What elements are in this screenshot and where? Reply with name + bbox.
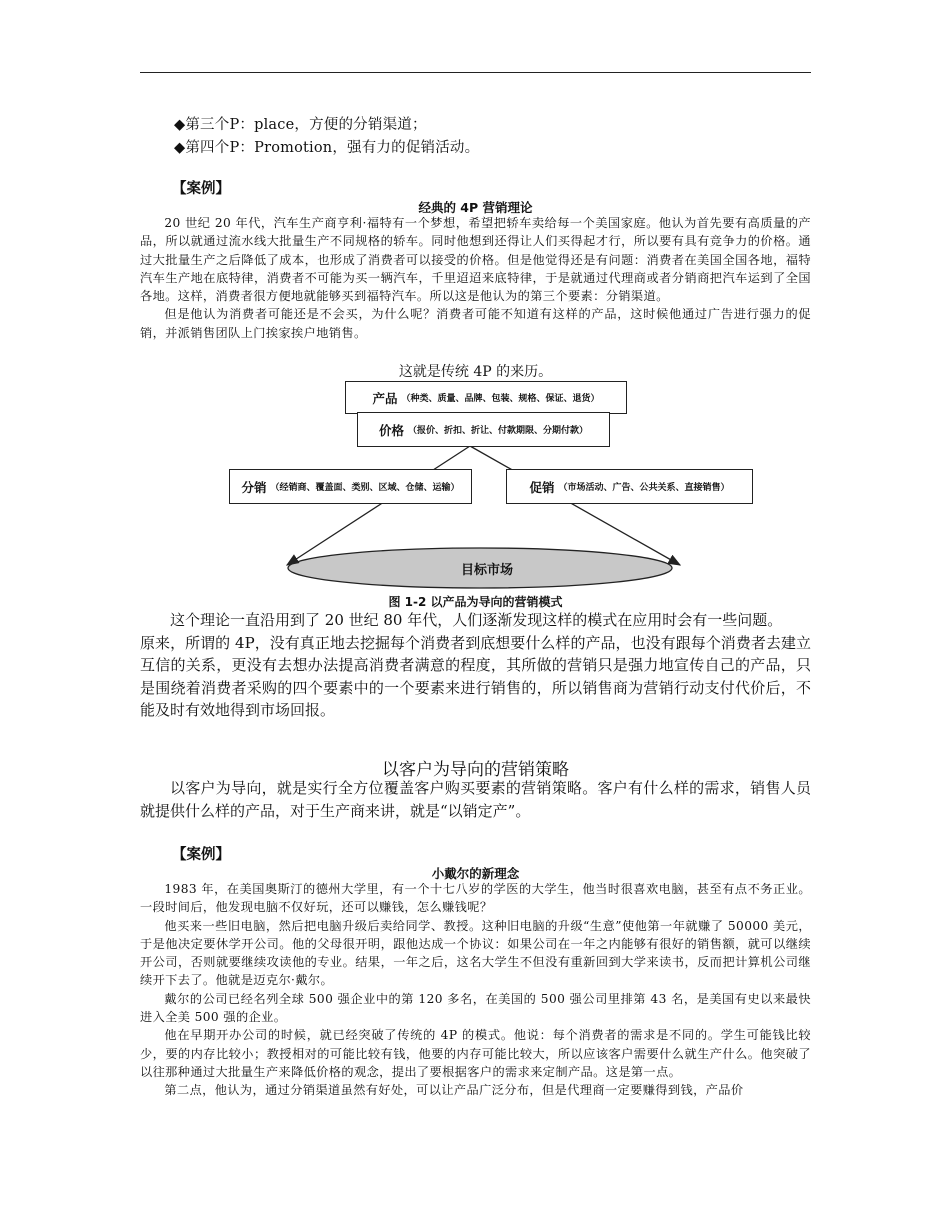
bullet-promotion: ◆第四个P：Promotion，强有力的促销活动。 (174, 140, 480, 156)
price-box (357, 412, 610, 447)
section-paragraph: 以客户为导向，就是实行全方位覆盖客户购买要素的营销策略。客户有什么样的需求，销售人员就提供什么样的产品，对于生产商来讲，就是“以销定产”。 (140, 779, 811, 820)
price-label: 价格 (378, 422, 404, 438)
case-paragraph: 他买来一些旧电脑，然后把电脑升级后卖给同学、教授。这种旧电脑的升级“生意”使他第一年就赚了 50000 美元，于是他决定要休学开公司。他的父母很开明，跟他达成一个协议：如果公司在一年之内能够有很好的销售额，就可以继续开公司，否则就要继续攻读他的专业。结果，一年之后，这名大学生不但没有重新回到大学来读书，反而把计算机公司继续开下去了。他就是迈克尔·戴尔。 (140, 918, 811, 988)
section-heading: 以客户为导向的营销策略 (382, 760, 569, 780)
figure-caption: 图 1-2 以产品为导向的营销模式 (388, 595, 563, 609)
case-body (140, 880, 811, 1100)
case-title: 经典的 4P 营销理论 (418, 200, 533, 215)
product-box (345, 381, 627, 414)
promotion-sub: （市场活动、广告、公共关系、直接销售） (558, 483, 730, 493)
diagram-lead: 这就是传统 4P 的来历。 (398, 364, 553, 380)
case-label: 【案例】 (172, 181, 230, 197)
section-text (140, 777, 811, 822)
place-sub: （经销商、覆盖面、类别、区域、仓储、运输） (270, 483, 460, 493)
target-market-label: 目标市场 (460, 562, 513, 578)
case-paragraph: 1983 年，在美国奥斯汀的德州大学里，有一个十七八岁的学医的大学生，他当时很喜欢电脑，甚至有点不务正业。一段时间后，他发现电脑不仅好玩，还可以赚钱，怎么赚钱呢？ (140, 882, 811, 915)
place-label: 分销 (241, 479, 267, 495)
case-label: 【案例】 (172, 847, 230, 863)
bullet-place: ◆第三个P：place，方便的分销渠道； (174, 117, 427, 133)
promotion-label: 促销 (529, 479, 555, 495)
analysis-text (140, 609, 811, 722)
case-paragraph: 他在早期开办公司的时候，就已经突破了传统的 4P 的模式。他说：每个消费者的需求是不同的。学生可能钱比较少，要的内存比较小；教授相对的可能比较有钱，他要的内存可能比较大，所以应该客户需要什么就生产什么。他突破了以往那种通过大批量生产来降低价格的观念，提出了要根据客户的需求来定制产品。这是第一点。 (140, 1028, 811, 1079)
place-box (229, 469, 472, 504)
case-paragraph: 戴尔的公司已经名列全球 500 强企业中的第 120 多名，在美国的 500 强公司里排第 43 名，是美国有史以来最快进入全美 500 强的企业。 (140, 991, 811, 1025)
promotion-box (506, 469, 753, 504)
case-paragraph: 但是他认为消费者可能还是不会买，为什么呢？消费者可能不知道有这样的产品，这时候他通过广告进行强力的促销，并派销售团队上门挨家挨户地销售。 (140, 307, 811, 340)
product-label: 产品 (372, 390, 398, 406)
case-paragraph: 第二点，他认为，通过分销渠道虽然有好处，可以让产品广泛分布，但是代理商一定要赚得到钱，产品价 (164, 1083, 744, 1098)
analysis-paragraph: 原来，所谓的 4P，没有真正地去挖掘每个消费者到底想要什么样的产品，也没有跟每个消费者去建立互信的关系，更没有去想办法提高消费者满意的程度，其所做的营销只是强力地宣传自己的产品，只是围绕着消费者采购的四个要素中的一个要素来进行销售的，所以销售商为营销行动支付代价后，不能及时有效地得到市场回报。 (140, 633, 811, 719)
product-sub: （种类、质量、品牌、包装、规格、保证、退货） (401, 394, 600, 404)
case-paragraph: 20 世纪 20 年代，汽车生产商亨利·福特有一个梦想，希望把轿车卖给每一个美国家庭。他认为首先要有高质量的产品，所以就通过流水线大批量生产不同规格的轿车。同时他想到还得让人们买得起才行，所以要有具有竞争力的价格。通过大批量生产之后降低了成本，也形成了消费者可以接受的价格。但是他觉得还是有问题：消费者在美国全国各地，福特汽车生产地在底特律，消费者不可能为买一辆汽车，千里迢迢来底特律，于是就通过代理商或者分销商把汽车运到了全国各地。这样，消费者很方便地就能够买到福特汽车。所以这是他认为的第三个要素：分销渠道。 (140, 216, 811, 304)
analysis-paragraph: 这个理论一直沿用到了 20 世纪 80 年代，人们逐渐发现这样的模式在应用时会有一些问题。 (170, 611, 783, 629)
case-title: 小戴尔的新理念 (431, 866, 520, 881)
price-sub: （报价、折扣、折让、付款期限、分期付款） (408, 426, 589, 436)
